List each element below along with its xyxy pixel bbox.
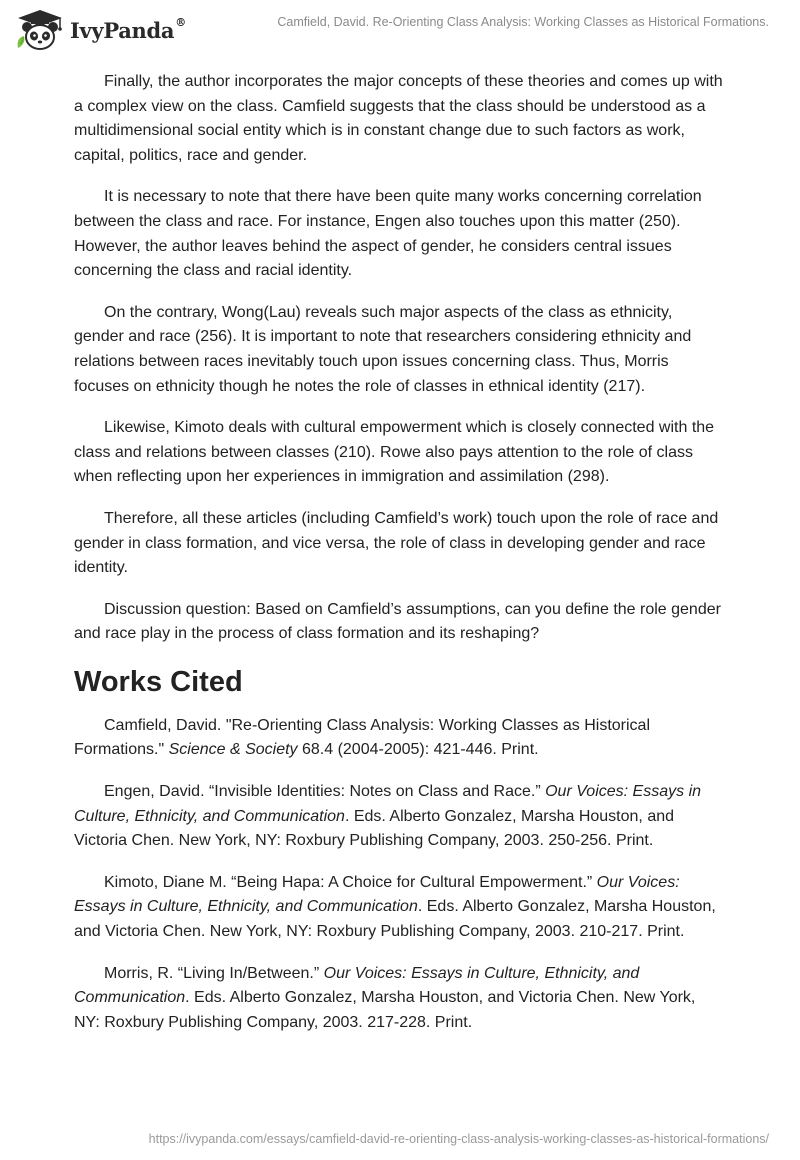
body-paragraph: Likewise, Kimoto deals with cultural empowerment which is closely connected with the class and relations between classes (210). Rowe also pays attention to the role of class when reflecting upon her experiences in immigration and assimilation (298). bbox=[74, 419, 715, 486]
citation-source-title: Science & Society bbox=[168, 741, 298, 759]
panda-graduation-icon bbox=[14, 8, 66, 52]
body-paragraph: On the contrary, Wong(Lau) reveals such major aspects of the class as ethnicity, gender and race (256). It is important to note that researchers considering ethnicity and relations between races inevitably touch upon issues concerning class. Thus, Morris focuses on ethnicity though he notes the role of classes in ethnical identity (217). bbox=[74, 303, 692, 395]
discussion-question: Discussion question: Based on Camfield’s assumptions, can you define the role gender and race play in the process of class formation and its reshaping? bbox=[74, 600, 721, 643]
citation-entry bbox=[74, 714, 724, 763]
body-paragraph: Finally, the author incorporates the major concepts of these theories and comes up with a complex view on the class. Camfield suggests that the class should be understood as a multidimensional social entity which is in constant change due to such factors as work, capital, politics, race and gender. bbox=[74, 73, 723, 164]
citation-entry bbox=[74, 780, 724, 854]
source-url-link[interactable]: https://ivypanda.com/essays/camfield-david-re-orienting-class-analysis-working-classes-as-historical-formations/ bbox=[148, 1132, 769, 1146]
citation-text: . Eds. Alberto Gonzalez, Marsha Houston, and Victoria Chen. New York, NY: Roxbury Publishing Company, 2003. 210-217. Print. bbox=[74, 898, 716, 941]
citation-source-title: Our Voices: Essays in Culture, Ethnicity, and Communication bbox=[74, 873, 680, 916]
body-paragraph: It is necessary to note that there have been quite many works concerning correlation between the class and race. For instance, Engen also touches upon this matter (250). However, the author leaves behind the aspect of gender, he considers central issues concerning the class and racial identity. bbox=[74, 188, 702, 280]
citation-text: 68.4 (2004-2005): 421-446. Print. bbox=[297, 741, 539, 759]
citation-entry bbox=[74, 871, 724, 945]
citation-text: Engen, David. “Invisible Identities: Notes on Class and Race.” bbox=[104, 783, 546, 801]
citation-text: Camfield, David. "Re-Orienting Class Analysis: Working Classes as Historical Formations." bbox=[74, 716, 651, 759]
citation-text: Morris, R. “Living In/Between.” bbox=[104, 964, 324, 982]
citation-source-title: Our Voices: Essays in Culture, Ethnicity, and Communication bbox=[74, 783, 702, 825]
citation-text: . Eds. Alberto Gonzalez, Marsha Houston, and Victoria Chen. New York, NY: Roxbury Publishing Company, 2003. 250-256. Print. bbox=[74, 807, 675, 850]
ivypanda-logo[interactable] bbox=[14, 8, 186, 52]
citation-source-title: Our Voices: Essays in Culture, Ethnicity, and Communication bbox=[74, 964, 640, 1007]
works-cited-heading: Works Cited bbox=[74, 665, 243, 698]
page-header bbox=[0, 0, 800, 60]
citation-text: . Eds. Alberto Gonzalez, Marsha Houston, and Victoria Chen. New York, NY: Roxbury Publishing Company, 2003. 217-228. Print. bbox=[74, 989, 696, 1031]
citation-entry bbox=[74, 962, 724, 1036]
running-header-title: Camfield, David. Re-Orienting Class Analysis: Working Classes as Historical Formations. bbox=[277, 15, 769, 29]
logo-wordmark: IvyPanda® bbox=[70, 15, 186, 43]
body-paragraph: Therefore, all these articles (including Camfield’s work) touch upon the role of race and gender in class formation, and vice versa, the role of class in developing gender and race identity. bbox=[74, 509, 719, 577]
citation-text: Kimoto, Diane M. “Being Hapa: A Choice for Cultural Empowerment.” bbox=[104, 873, 597, 891]
essay-body bbox=[74, 70, 724, 1052]
